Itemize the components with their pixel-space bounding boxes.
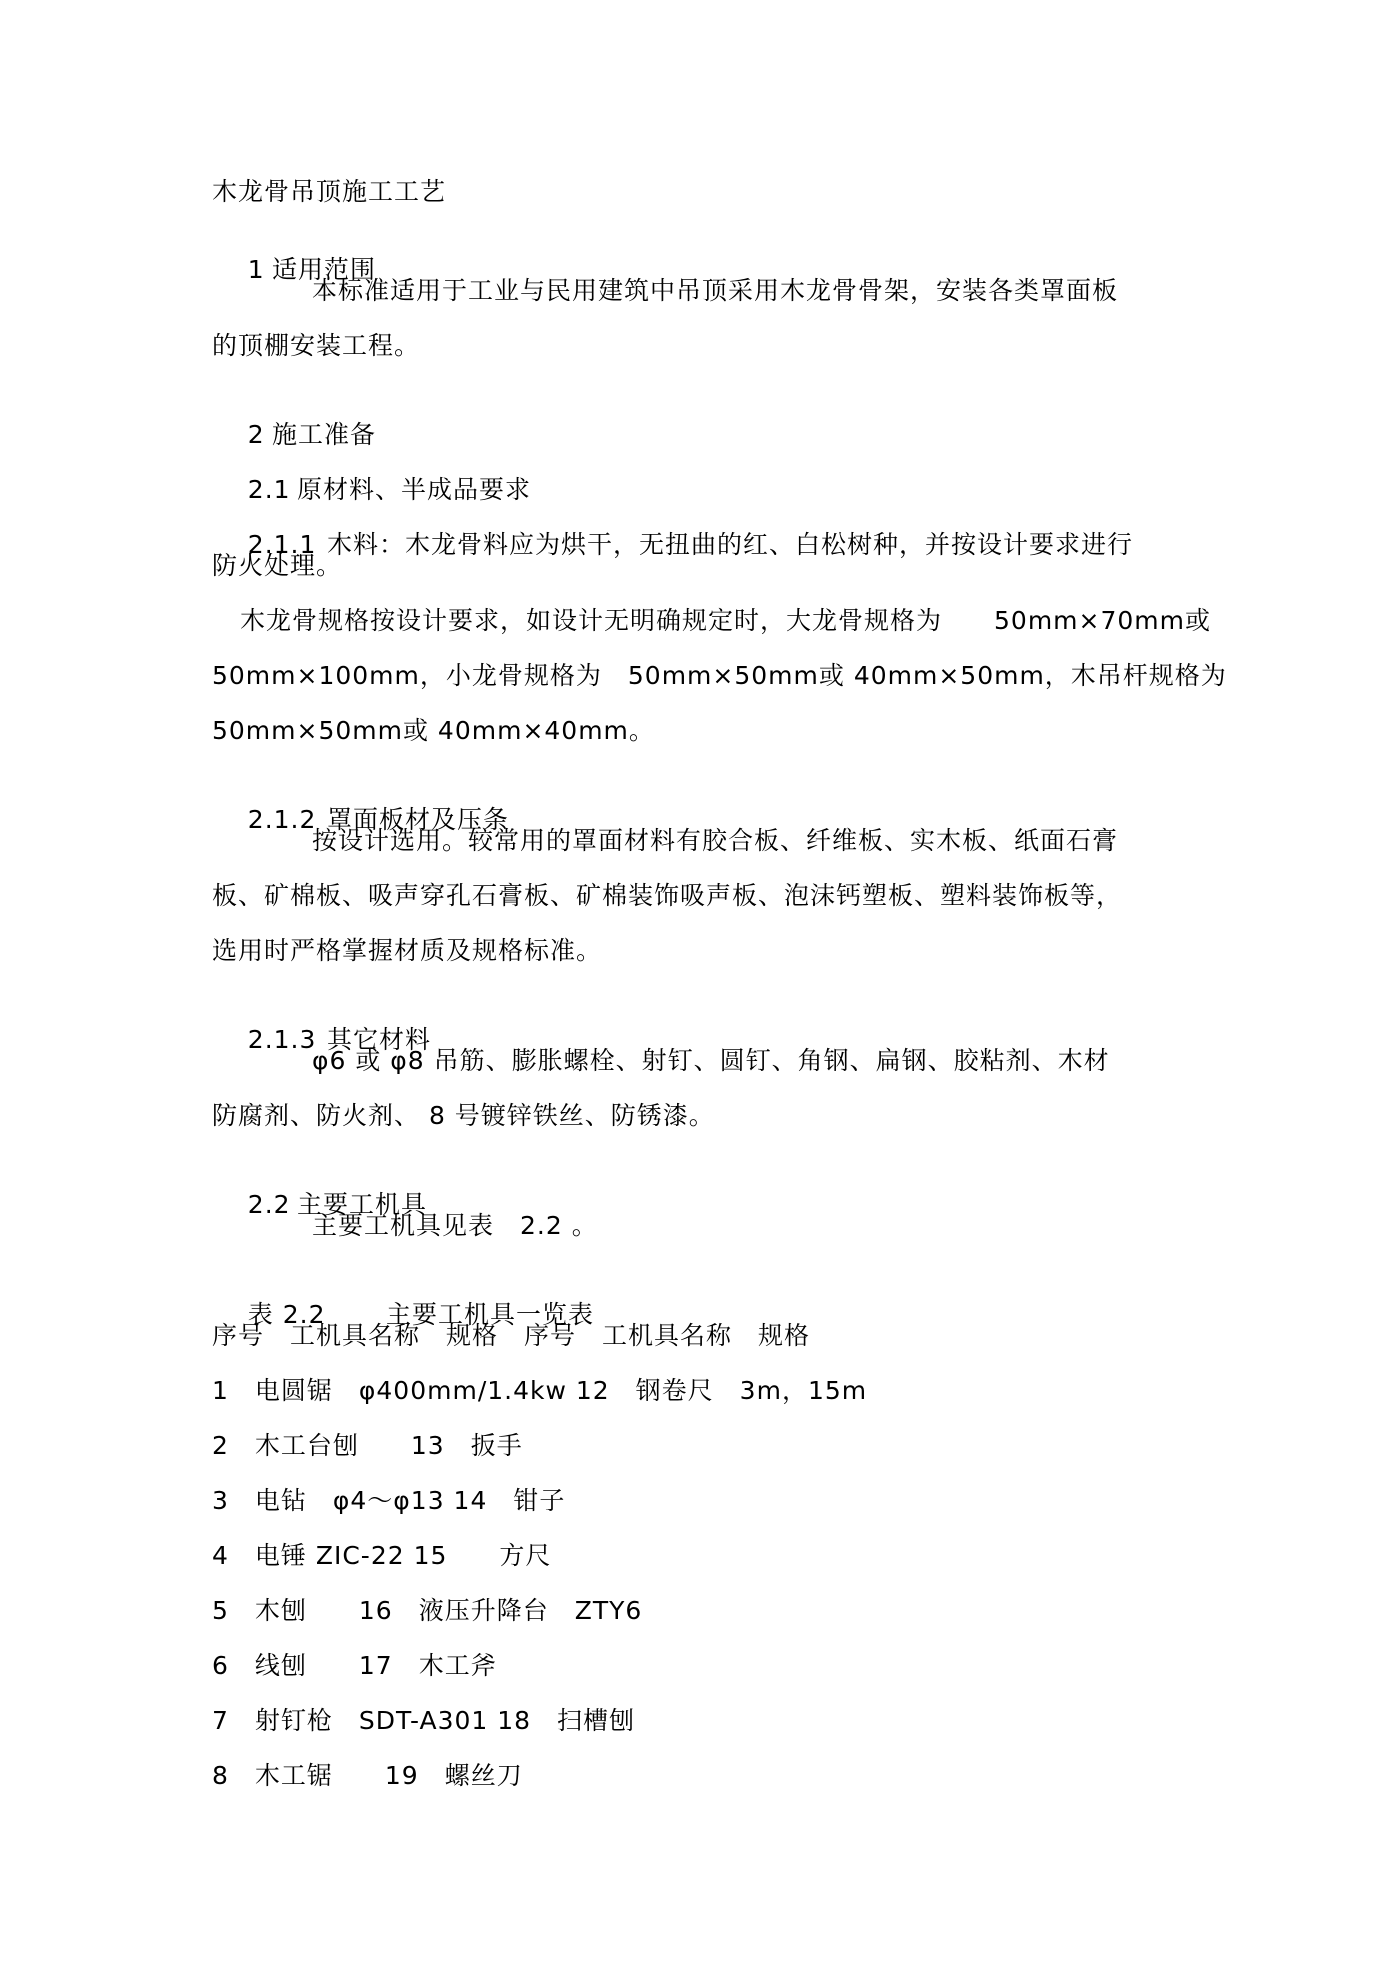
section-title: 施工准备 <box>272 420 377 449</box>
table-row: 4 电锤 ZIC-22 15 方尺 <box>212 1541 552 1570</box>
section-number: 2.1.3 <box>247 1025 317 1054</box>
table-title: 主要工机具一览表 <box>386 1300 595 1329</box>
paragraph-line: 防腐剂、防火剂、 8 号镀锌铁丝、防锈漆。 <box>212 1101 715 1130</box>
table-label: 表 2.2 <box>247 1300 326 1329</box>
section-number: 2.1 <box>247 475 291 504</box>
section-title: 主要工机具 <box>297 1190 428 1219</box>
section-text: 木料：木龙骨料应为烘干，无扭曲的红、白松树种，并按设计要求进行 <box>327 530 1134 559</box>
table-row: 2 木工台刨 13 扳手 <box>212 1431 523 1460</box>
section-2-1-2-heading <box>212 769 510 834</box>
table-row: 5 木刨 16 液压升降台 ZTY6 <box>212 1596 643 1625</box>
paragraph-line: 本标准适用于工业与民用建筑中吊顶采用木龙骨骨架，安装各类罩面板 <box>312 276 1119 305</box>
table-row: 6 线刨 17 木工斧 <box>212 1651 497 1680</box>
paragraph-line: 主要工机具见表 2.2 。 <box>312 1211 598 1240</box>
section-number: 2.1.2 <box>247 805 317 834</box>
section-2-1-1-line <box>212 494 1134 559</box>
paragraph-line: φ6 或 φ8 吊筋、膨胀螺栓、射钉、圆钉、角钢、扁钢、胶粘剂、木材 <box>312 1046 1110 1075</box>
paragraph-line: 选用时严格掌握材质及规格标准。 <box>212 936 603 965</box>
table-row: 3 电钻 φ4～φ13 14 钳子 <box>212 1486 566 1515</box>
table-caption <box>212 1264 595 1329</box>
section-2-1-3-heading <box>212 989 432 1054</box>
table-row: 8 木工锯 19 螺丝刀 <box>212 1761 523 1790</box>
table-row: 1 电圆锯 φ400mm/1.4kw 12 钢卷尺 3m，15m <box>212 1376 868 1405</box>
section-title: 适用范围 <box>272 255 377 284</box>
section-number: 2.2 <box>247 1190 291 1219</box>
section-number: 2 <box>247 420 265 449</box>
paragraph-line: 50mm×50mm或 40mm×40mm。 <box>212 716 655 745</box>
table-row: 7 射钉枪 SDT-A301 18 扫槽刨 <box>212 1706 636 1735</box>
section-title: 罩面板材及压条 <box>327 805 510 834</box>
paragraph-line: 木龙骨规格按设计要求，如设计无明确规定时，大龙骨规格为 50mm×70mm或 <box>240 606 1211 635</box>
section-number: 1 <box>247 255 265 284</box>
section-number: 2.1.1 <box>247 530 317 559</box>
table-header: 序号 工机具名称 规格 序号 工机具名称 规格 <box>212 1321 811 1350</box>
section-title: 其它材料 <box>327 1025 432 1054</box>
paragraph-line: 的顶棚安装工程。 <box>212 331 421 360</box>
section-title: 原材料、半成品要求 <box>297 475 532 504</box>
section-1-heading <box>212 219 377 284</box>
paragraph-line: 50mm×100mm，小龙骨规格为 50mm×50mm或 40mm×50mm，木吊杆规格为 <box>212 661 1227 690</box>
section-2-heading <box>212 384 377 449</box>
paragraph-line: 防火处理。 <box>212 551 343 580</box>
section-2-1-heading <box>212 439 532 504</box>
paragraph-line: 按设计选用。较常用的罩面材料有胶合板、纤维板、实木板、纸面石膏 <box>312 826 1119 855</box>
paragraph-line: 板、矿棉板、吸声穿孔石膏板、矿棉装饰吸声板、泡沫钙塑板、塑料装饰板等， <box>212 881 1123 910</box>
section-2-2-heading <box>212 1154 428 1219</box>
document-title: 木龙骨吊顶施工工艺 <box>212 177 447 206</box>
